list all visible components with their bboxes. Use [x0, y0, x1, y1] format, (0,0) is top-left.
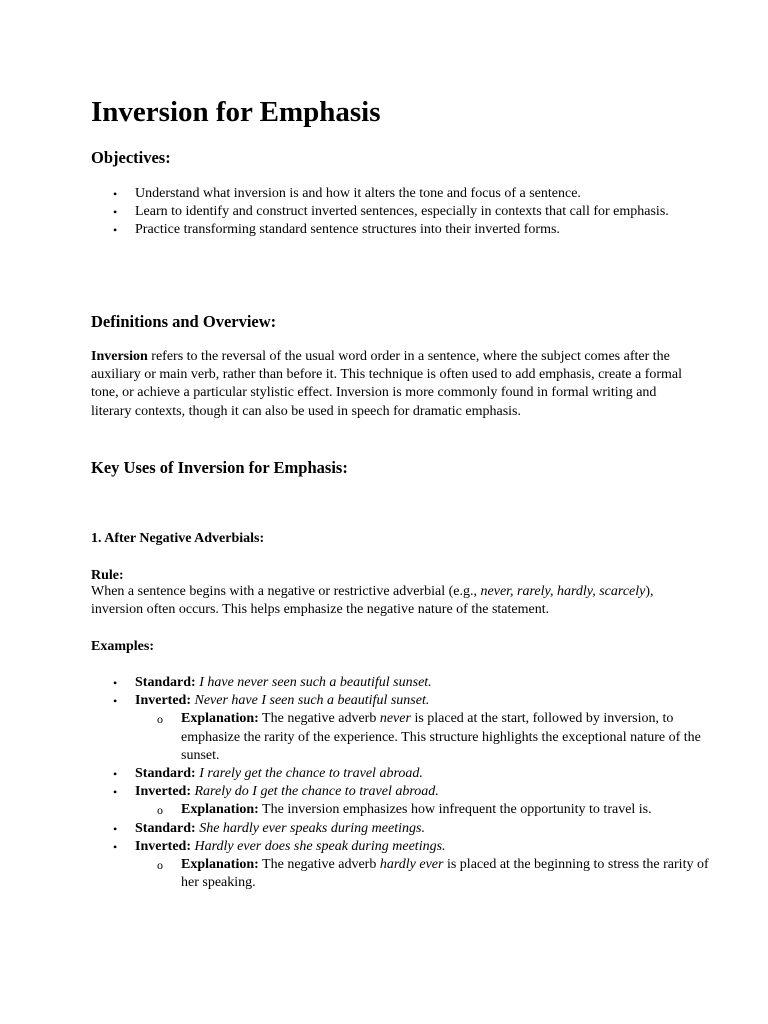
- bullet-icon: •: [113, 785, 118, 800]
- circle-bullet-icon: o: [157, 803, 163, 818]
- section-heading-negative-adverbials: 1. After Negative Adverbials:: [91, 531, 265, 546]
- bullet-icon: •: [113, 223, 118, 238]
- bullet-icon: •: [113, 205, 118, 220]
- term-inversion: Inversion: [91, 349, 148, 364]
- explanation-list: [135, 710, 701, 765]
- bullet-icon: •: [113, 676, 118, 690]
- document-title: Inversion for Emphasis: [91, 96, 381, 128]
- objectives-list: [91, 185, 691, 240]
- explanation-list: [135, 856, 709, 892]
- rule-label: Rule:: [91, 568, 124, 583]
- list-item: • Inverted: Rarely do I get the chance to travel abroad. o Explanation: The inversion emphasizes how infrequent the opportunity to travel is.: [91, 783, 691, 819]
- explanation-list: [135, 801, 691, 819]
- circle-bullet-icon: o: [157, 858, 163, 873]
- list-item: • Learn to identify and construct inverted sentences, especially in contexts that call for emphasis.: [91, 203, 691, 221]
- examples-list: [91, 674, 709, 892]
- bullet-icon: •: [113, 187, 118, 201]
- definitions-heading: Definitions and Overview:: [91, 312, 277, 331]
- list-item: • Practice transforming standard sentence structures into their inverted forms.: [91, 221, 691, 239]
- list-item: • Standard: She hardly ever speaks during meetings.: [91, 820, 691, 838]
- list-item: • Inverted: Hardly ever does she speak during meetings. o Explanation: The negative adverb hardly ever is placed at the beginning to stress the rarity of her speaking.: [91, 838, 691, 893]
- bullet-icon: •: [113, 821, 118, 836]
- bullet-icon: •: [113, 839, 118, 854]
- examples-label: Examples:: [91, 639, 154, 654]
- objectives-heading: Objectives:: [91, 148, 171, 167]
- rule-paragraph: When a sentence begins with a negative or restrictive adverbial (e.g., never, rarely, hardly, scarcely), inversion often occurs. This helps emphasize the negative nature of the statement.: [91, 584, 654, 618]
- bullet-icon: •: [113, 694, 118, 709]
- list-item: • Standard: I rarely get the chance to travel abroad.: [91, 765, 691, 783]
- list-item: o Explanation: The inversion emphasizes how infrequent the opportunity to travel is.: [135, 801, 721, 819]
- list-item: o Explanation: The negative adverb never is placed at the start, followed by inversion, to emphasize the rarity of the experience. This structure highlights the exceptional nature of the sunset.: [157, 711, 701, 763]
- list-item: • Understand what inversion is and how it alters the tone and focus of a sentence.: [91, 185, 691, 203]
- definitions-paragraph: Inversion refers to the reversal of the usual word order in a sentence, where the subject comes after the auxiliary or main verb, rather than before it. This technique is often used to add emphasis, create a formal tone, or achieve a particular stylistic effect. Inversion is more commonly found in formal writing and literary contexts, though it can also be used in speech for dramatic emphasis.: [91, 349, 683, 419]
- list-item: • Inverted: Never have I seen such a beautiful sunset. o Explanation: The negative adverb never is placed at the start, followed by inversion, to emphasize the rarity of the experience. This structure highlights the exceptional nature of the sunset.: [91, 692, 691, 765]
- key-uses-heading: Key Uses of Inversion for Emphasis:: [91, 458, 348, 477]
- bullet-icon: •: [113, 767, 118, 782]
- circle-bullet-icon: o: [157, 712, 163, 727]
- list-item: • Standard: I have never seen such a beautiful sunset.: [91, 674, 691, 692]
- list-item: o Explanation: The negative adverb hardly ever is placed at the beginning to stress the rarity of her speaking.: [157, 857, 709, 891]
